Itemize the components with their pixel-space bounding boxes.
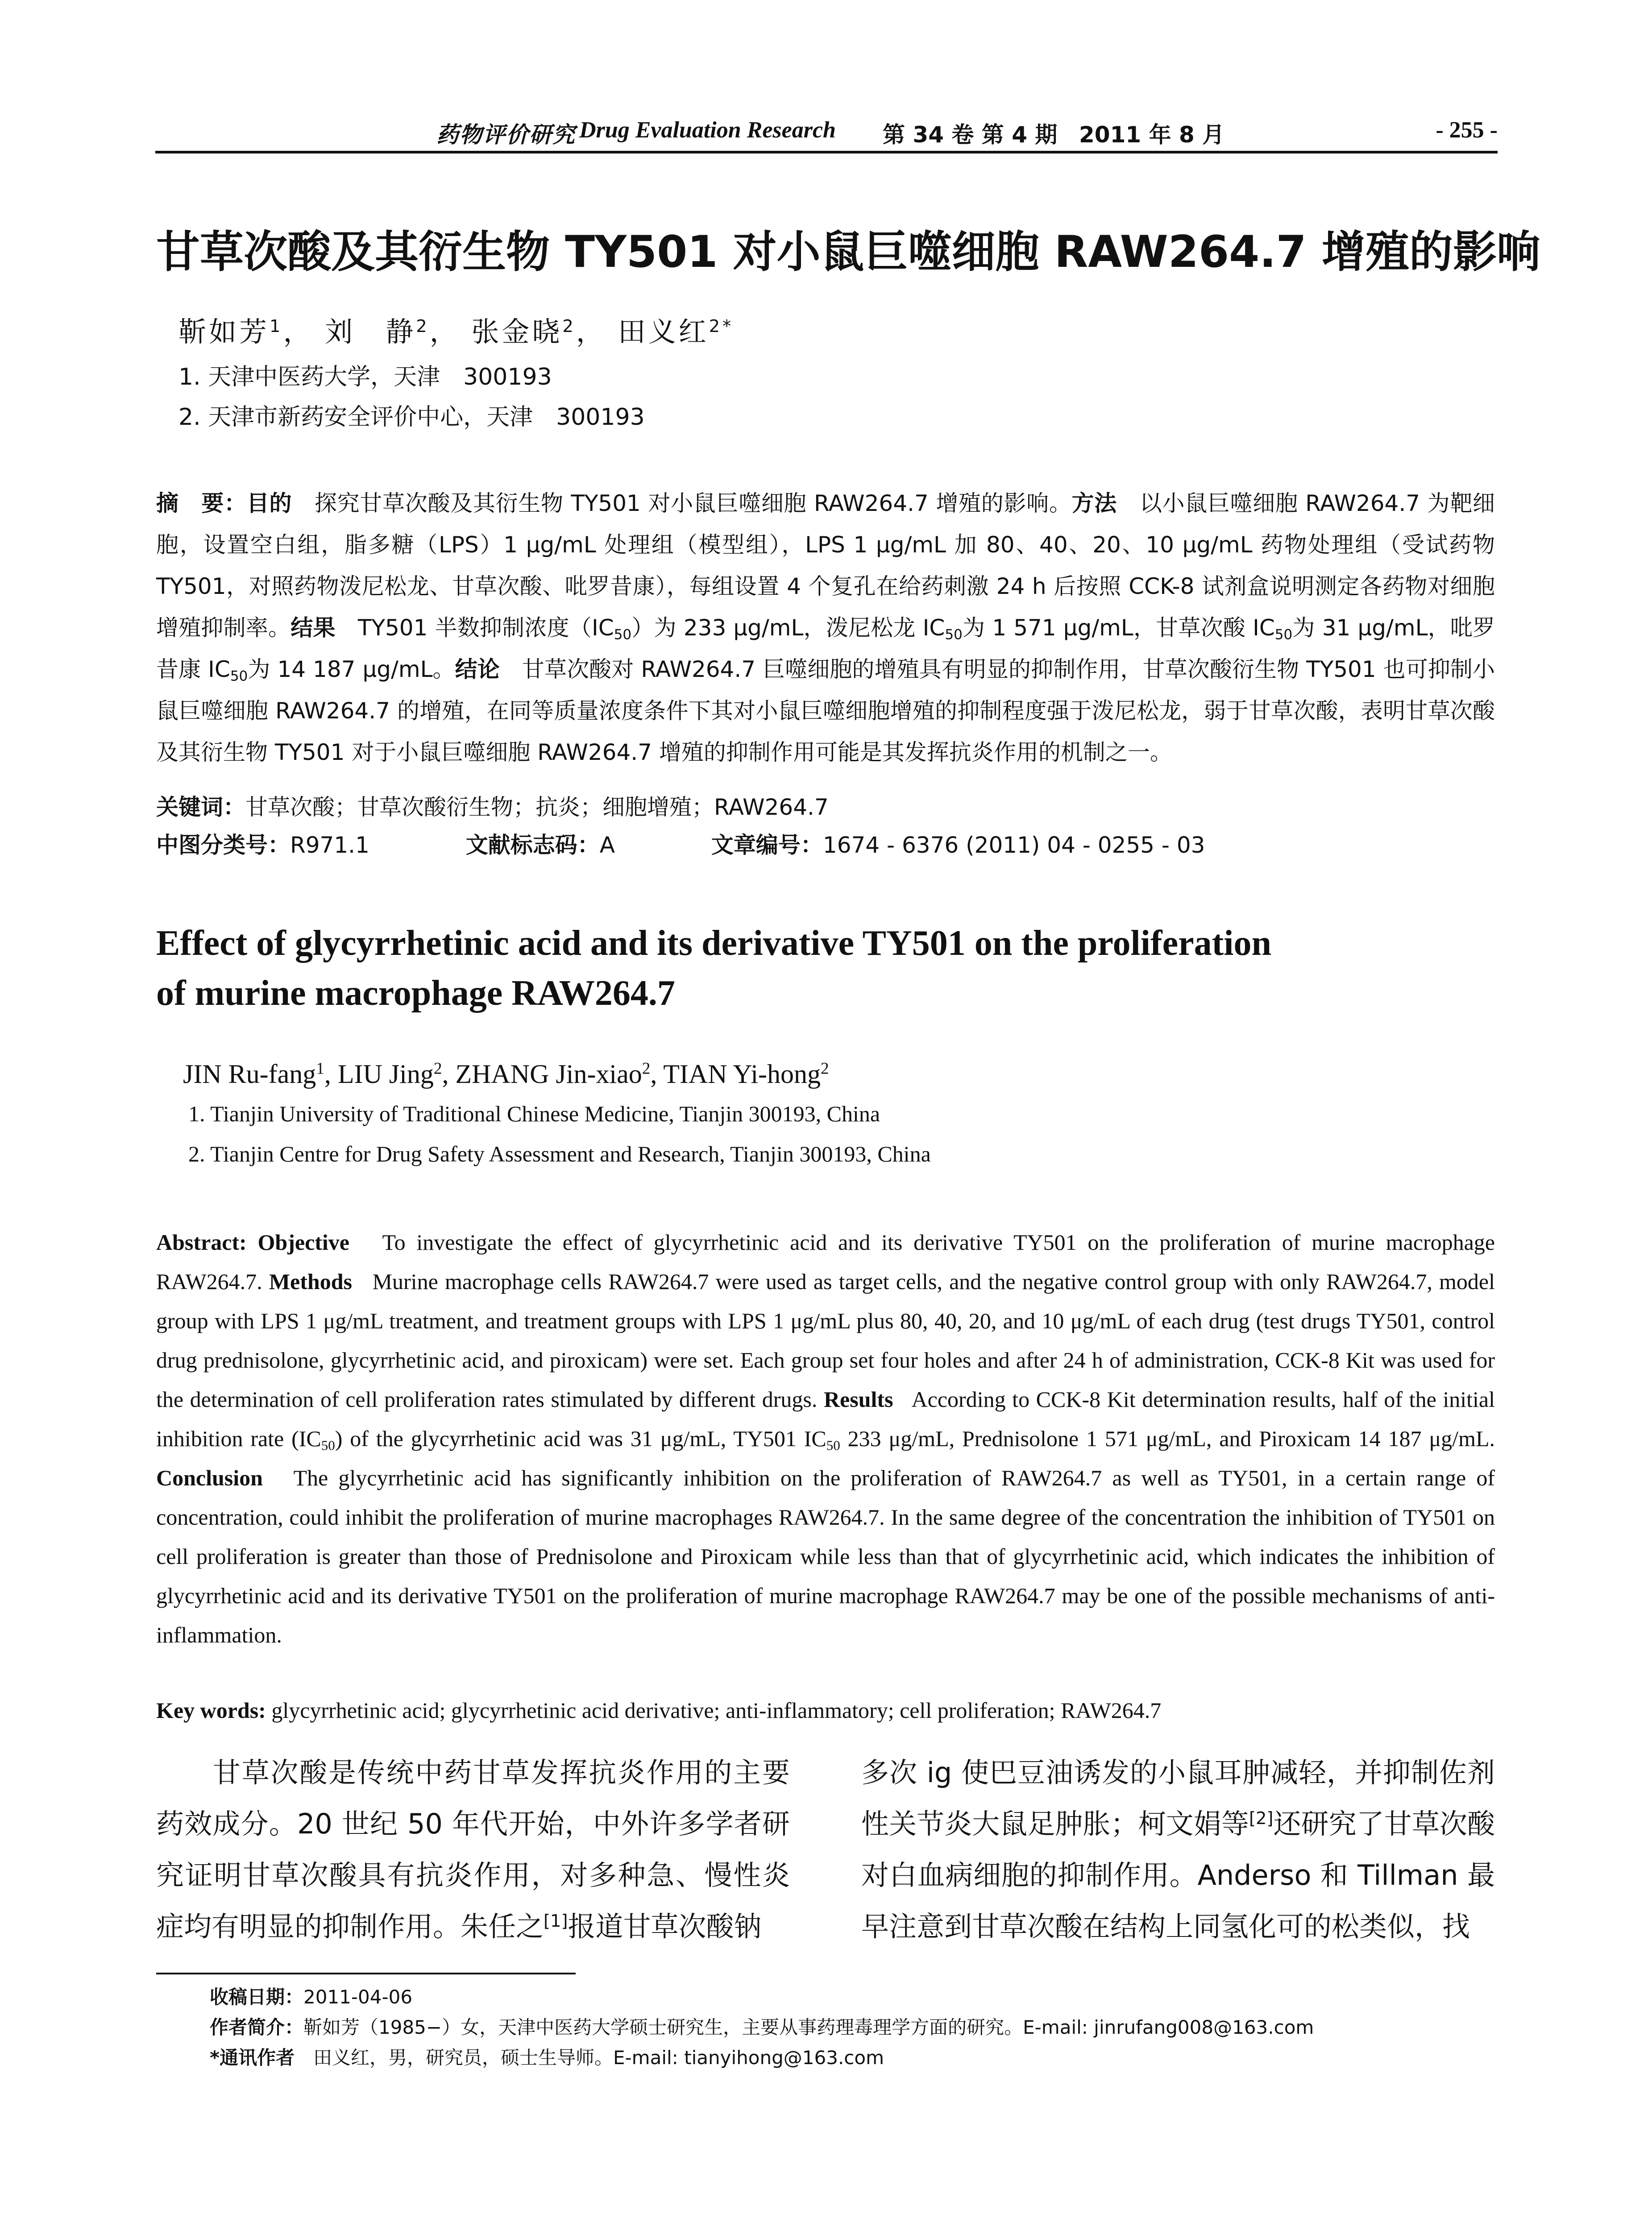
author-en: LIU Jing xyxy=(337,1059,434,1089)
header-rule xyxy=(155,151,1498,153)
affiliation-zh-2: 2. 天津市新药安全评价中心，天津 300193 xyxy=(178,404,645,431)
issue-date: 2011 年 8 月 xyxy=(1079,122,1225,148)
authors-en: JIN Ru-fang$^1$, LIU Jing$^2$, ZHANG Jin-xiao$^2$, TIAN Yi-hong$^2$ xyxy=(183,1059,829,1089)
body-column-right: 多次 ig 使巴豆油诱发的小鼠耳肿减轻，并抑制佐剂性关节炎大鼠足肿胀；柯文娟等[2]还研究了甘草次酸对白血病细胞的抑制作用。Anderso 和 Tillman 最早注意到甘草次酸在结构上同氢化可的松类似，找 xyxy=(861,1756,1495,1943)
footnote-rule xyxy=(156,1973,576,1974)
abstract-zh: 摘 要：目的 探究甘草次酸及其衍生物 TY501 对小鼠巨噬细胞 RAW264.7 增殖的影响。方法 以小鼠巨噬细胞 RAW264.7 为靶细胞，设置空白组，脂多糖（LPS）1 μg/mL 处理组（模型组），LPS 1 μg/mL 加 80、40、20、10 μg/mL 药物处理组（受试药物 TY501，对照药物泼尼松龙、甘草次酸、吡罗昔康），每组设置 4 个复孔在给药刺激 24 h 后按照 CCK-8 试剂盒说明测定各药物对细胞增殖抑制率。结果 TY501 半数抑制浓度$(IC_{50})$为 233 μg/mL，泼尼松龙 $IC_{50}$为 1 571 μg/mL，甘草次酸 $IC_{50}$为 31 μg/mL，吡罗昔康 $IC_{50}$为 14 187 μg/mL。结论 甘草次酸对 RAW264.7 巨噬细胞的增殖具有明显的抑制作用，甘草次酸衍生物 TY501 也可抑制小鼠巨噬细胞 RAW264.7 的增殖，在同等质量浓度条件下其对小鼠巨噬细胞增殖的抑制程度强于泼尼松龙，弱于甘草次酸，表明甘草次酸及其衍生物 TY501 对于小鼠巨噬细胞 RAW264.7 增殖的抑制作用可能是其发挥抗炎作用的机制之一。 xyxy=(156,490,1495,765)
volume-issue: 第 34 卷 第 4 期 xyxy=(883,122,1058,148)
affiliation-en-2: 2. Tianjin Centre for Drug Safety Assessment and Research, Tianjin 300193, China xyxy=(188,1141,931,1166)
footnote-received: 收稿日期：2011-04-06 xyxy=(210,1986,413,2008)
page-number: - 255 - xyxy=(1436,117,1498,143)
title-zh: 甘草次酸及其衍生物 TY501 对小鼠巨噬细胞 RAW264.7 增殖的影响 xyxy=(156,227,1540,278)
author-zh: 刘 静 xyxy=(325,315,416,348)
abstract-zh-label: 摘 要： xyxy=(156,490,247,516)
author-en: TIAN Yi-hong xyxy=(663,1059,821,1089)
journal-name: Drug Evaluation Research xyxy=(579,117,836,143)
abstract-en: Abstract: Objective To investigate the effect of glycyrrhetinic acid and its derivative TY501 on the proliferation of murine macrophage RAW264.7. Methods Murine macrophage cells RAW264.7 were used as target cells, and the negative control group with only RAW264.7, model group with LPS 1 μg/mL treatment, and treatment groups with LPS 1 μg/mL plus 80, 40, 20, and 10 μg/mL of each drug (test drugs TY501, control drug prednisolone, glycyrrhetinic acid, and piroxicam) were set. Each group set four holes and after 24 h of administration, CCK-8 Kit was used for the determination of cell proliferation rates stimulated by different drugs. Results According to CCK-8 Kit determination results, half of the initial inhibition rate $(IC_{50})$ of the glycyrrhetinic acid was 31 μg/mL, TY501 $IC_{50}$ 233 μg/mL, Prednisolone 1 571 μg/mL, and Piroxicam 14 187 μg/mL. Conclusion The glycyrrhetinic acid has significantly inhibition on the proliferation of RAW264.7 as well as TY501, in a certain range of concentration, could inhibit the proliferation of murine macrophages RAW264.7. In the same degree of the concentration the inhibition of TY501 on cell proliferation is greater than those of Prednisolone and Piroxicam while less than that of glycyrrhetinic acid, which indicates the inhibition of glycyrrhetinic acid and its derivative TY501 on the proliferation of murine macrophage RAW264.7 may be one of the possible mechanisms of anti-inflammation. xyxy=(156,1230,1495,1647)
author-zh: 张金晓 xyxy=(471,315,563,348)
author-zh: 靳如芳 xyxy=(178,315,270,348)
affiliation-en-1: 1. Tianjin University of Traditional Chinese Medicine, Tianjin 300193, China xyxy=(188,1101,880,1126)
authors-zh: 靳如芳$^1$， 刘 静$^2$， 张金晓$^2$， 田义红$^{2*}$ xyxy=(178,315,734,348)
citation-ref: [2] xyxy=(1249,1808,1274,1829)
keywords-en: Key words: glycyrrhetinic acid; glycyrrhetinic acid derivative; anti-inflammatory; cell proliferation; RAW264.7 xyxy=(156,1698,1162,1723)
citation-ref: [1] xyxy=(544,1911,568,1931)
affiliation-zh-1: 1. 天津中医药大学，天津 300193 xyxy=(178,364,552,390)
running-header xyxy=(155,117,1498,148)
body-column-left: 甘草次酸是传统中药甘草发挥抗炎作用的主要药效成分。20 世纪 50 年代开始，中外许多学者研究证明甘草次酸具有抗炎作用，对多种急、慢性炎症均有明显的抑制作用。朱任之[1]报道甘草次酸钠 xyxy=(156,1756,790,1943)
author-zh: 田义红 xyxy=(618,315,709,348)
footnote-author-bio: 作者简介：靳如芳（1985−）女，天津中医药大学硕士研究生，主要从事药理毒理学方面的研究。E-mail: jinrufang008@163.com xyxy=(210,2016,1314,2038)
author-en: JIN Ru-fang xyxy=(183,1059,316,1089)
keywords-zh: 关键词：甘草次酸；甘草次酸衍生物；抗炎；细胞增殖；RAW264.7 xyxy=(156,794,829,820)
author-en: ZHANG Jin-xiao xyxy=(455,1059,642,1089)
title-en: Effect of glycyrrhetinic acid and its derivative TY501 on the proliferation of murine macrophage RAW264.7 xyxy=(156,924,1271,1013)
journal-logo: 药物评价研究 xyxy=(436,121,576,148)
classification-line: 中图分类号：R971.1 文献标志码：A 文章编号：1674 - 6376 (2011) 04 - 0255 - 03 xyxy=(156,832,1205,858)
footnote-corresponding: *通讯作者 田义红，男，研究员，硕士生导师。E-mail: tianyihong@163.com xyxy=(210,2047,884,2069)
